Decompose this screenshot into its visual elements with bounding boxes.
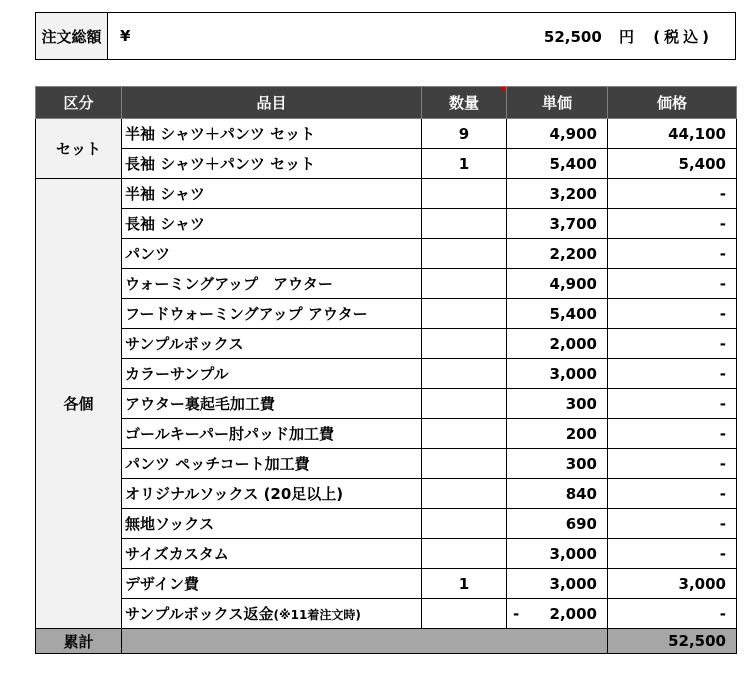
header-item: 品目 <box>122 87 422 119</box>
minus-sign: - <box>513 604 520 623</box>
unit-price-cell: 3,700 <box>507 209 608 239</box>
quantity-cell <box>422 419 507 449</box>
order-total-summary <box>35 12 736 60</box>
quantity-cell <box>422 329 507 359</box>
item-name-cell: 半袖 シャツ＋パンツ セット <box>122 119 422 149</box>
quantity-cell <box>422 299 507 329</box>
price-cell: - <box>608 509 737 539</box>
quantity-cell <box>422 239 507 269</box>
price-cell: - <box>608 269 737 299</box>
price-cell: - <box>608 389 737 419</box>
price-cell: - <box>608 179 737 209</box>
category-cell: セット <box>36 119 122 179</box>
table-row <box>36 479 737 509</box>
item-name-cell: 無地ソックス <box>122 509 422 539</box>
table-row <box>36 209 737 239</box>
unit-price-cell: 4,900 <box>507 119 608 149</box>
unit-price-cell: 4,900 <box>507 269 608 299</box>
unit-price-cell: 3,000 <box>507 359 608 389</box>
table-row <box>36 509 737 539</box>
price-cell: - <box>608 539 737 569</box>
quantity-cell <box>422 389 507 419</box>
table-row <box>36 239 737 269</box>
table-row <box>36 269 737 299</box>
header-unit-price: 単価 <box>507 87 608 119</box>
unit-price-cell: 300 <box>507 389 608 419</box>
order-total-value-cell <box>108 13 736 60</box>
quantity-cell <box>422 539 507 569</box>
unit-price-cell: 5,400 <box>507 149 608 179</box>
refund-row <box>36 599 737 629</box>
order-items-table <box>35 86 737 654</box>
order-total-unit: 円 <box>619 27 635 46</box>
table-row <box>36 329 737 359</box>
item-name-cell: サイズカスタム <box>122 539 422 569</box>
quantity-cell <box>422 479 507 509</box>
total-row <box>36 629 737 654</box>
quantity-cell: 1 <box>422 149 507 179</box>
unit-price-cell: 3,000 <box>507 539 608 569</box>
price-cell: - <box>608 359 737 389</box>
item-name-cell: デザイン費 <box>122 569 422 599</box>
price-cell: - <box>608 209 737 239</box>
quantity-cell: 1 <box>422 569 507 599</box>
item-name-cell: 長袖 シャツ <box>122 209 422 239</box>
item-name-cell: ゴールキーパー肘パッド加工費 <box>122 419 422 449</box>
comment-marker <box>500 87 506 93</box>
unit-price-cell: 2,200 <box>507 239 608 269</box>
price-cell: 5,400 <box>608 149 737 179</box>
table-row <box>36 569 737 599</box>
refund-item-note: (※11着注文時) <box>273 608 361 622</box>
price-cell: - <box>608 419 737 449</box>
item-name-cell: アウター裏起毛加工費 <box>122 389 422 419</box>
price-cell: - <box>608 449 737 479</box>
header-category: 区分 <box>36 87 122 119</box>
total-spacer <box>122 629 608 654</box>
quantity-cell <box>422 599 507 629</box>
total-value: 52,500 <box>608 629 737 654</box>
order-total-label: 注文総額 <box>36 13 108 60</box>
quantity-cell: 9 <box>422 119 507 149</box>
refund-item-name: サンプルボックス返金 <box>125 605 274 623</box>
item-name-cell: ウォーミングアップ アウター <box>122 269 422 299</box>
item-name-cell: カラーサンプル <box>122 359 422 389</box>
price-cell: 3,000 <box>608 569 737 599</box>
table-row <box>36 419 737 449</box>
total-label: 累計 <box>36 629 122 654</box>
header-price: 価格 <box>608 87 737 119</box>
unit-price-cell: 3,000 <box>507 569 608 599</box>
refund-item-cell <box>122 599 422 629</box>
table-header-row <box>36 87 737 119</box>
table-row <box>36 119 737 149</box>
table-row <box>36 359 737 389</box>
quantity-cell <box>422 269 507 299</box>
table-row <box>36 449 737 479</box>
item-name-cell: パンツ ペッチコート加工費 <box>122 449 422 479</box>
refund-unit-value: 2,000 <box>549 604 597 623</box>
price-cell: - <box>608 239 737 269</box>
header-quantity: 数量 <box>422 87 507 119</box>
unit-price-cell: 840 <box>507 479 608 509</box>
table-row <box>36 539 737 569</box>
table-row <box>36 389 737 419</box>
refund-price-cell: - <box>608 599 737 629</box>
table-row <box>36 179 737 209</box>
order-total-amount: 52,500 <box>543 27 602 46</box>
quantity-cell <box>422 179 507 209</box>
unit-price-cell: 5,400 <box>507 299 608 329</box>
quantity-cell <box>422 359 507 389</box>
price-cell: - <box>608 479 737 509</box>
table-row <box>36 299 737 329</box>
item-name-cell: フードウォーミングアップ アウター <box>122 299 422 329</box>
item-name-cell: サンプルボックス <box>122 329 422 359</box>
item-name-cell: 半袖 シャツ <box>122 179 422 209</box>
currency-symbol: ¥ <box>120 27 131 45</box>
refund-unit-cell <box>507 599 608 629</box>
quantity-cell <box>422 449 507 479</box>
unit-price-cell: 200 <box>507 419 608 449</box>
unit-price-cell: 300 <box>507 449 608 479</box>
unit-price-cell: 690 <box>507 509 608 539</box>
price-cell: - <box>608 299 737 329</box>
item-name-cell: 長袖 シャツ＋パンツ セット <box>122 149 422 179</box>
unit-price-cell: 2,000 <box>507 329 608 359</box>
quantity-cell <box>422 209 507 239</box>
category-cell: 各個 <box>36 179 122 629</box>
price-cell: - <box>608 329 737 359</box>
item-name-cell: オリジナルソックス (20足以上) <box>122 479 422 509</box>
table-row <box>36 149 737 179</box>
tax-note: (税込) <box>653 27 713 46</box>
quantity-cell <box>422 509 507 539</box>
item-name-cell: パンツ <box>122 239 422 269</box>
unit-price-cell: 3,200 <box>507 179 608 209</box>
price-cell: 44,100 <box>608 119 737 149</box>
